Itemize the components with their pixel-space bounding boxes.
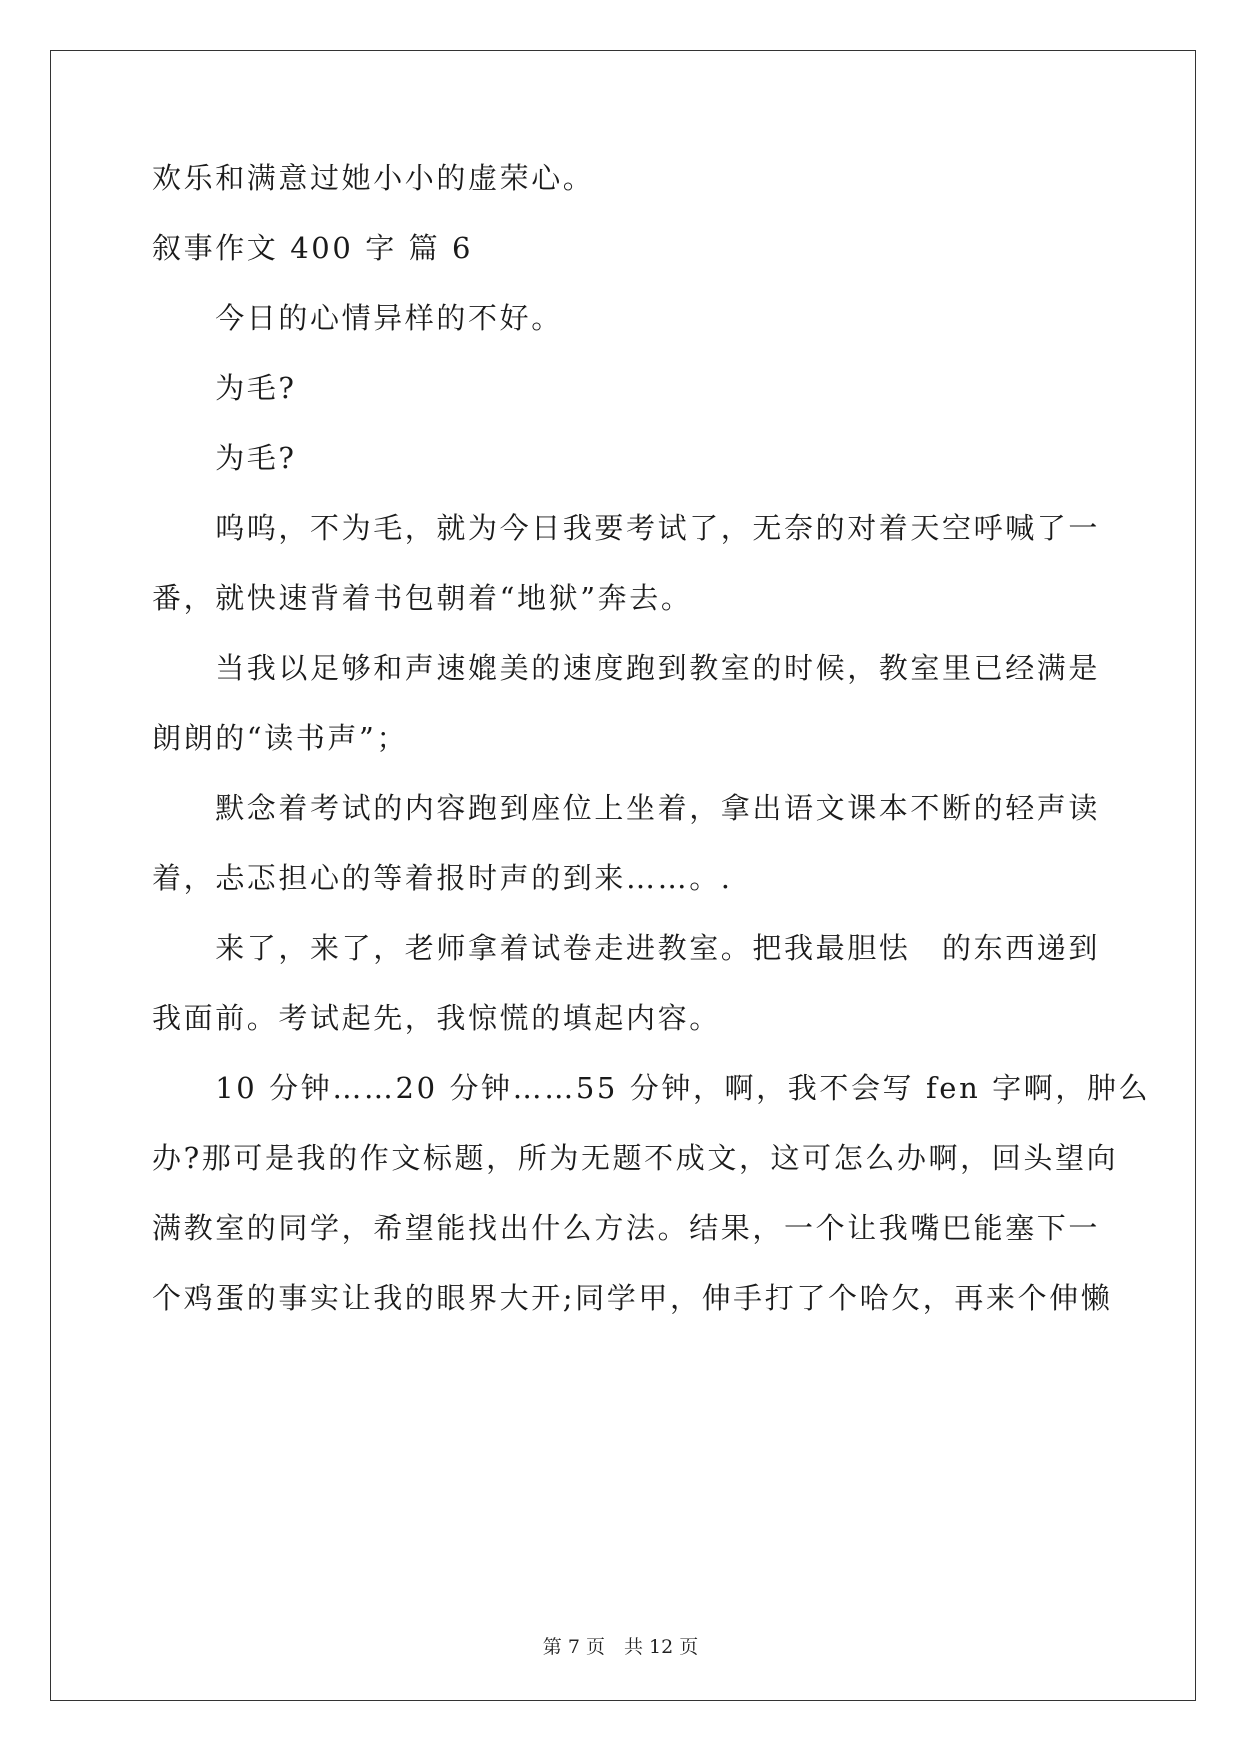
text-line: 今日的心情异样的不好。 [152,301,563,335]
text-line: 番，就快速背着书包朝着“地狱”奔去。 [152,581,693,615]
text-line: 来了，来了，老师拿着试卷走进教室。把我最胆怯 的东西递到 [152,931,1101,965]
text-line: 欢乐和满意过她小小的虚荣心。 [152,161,595,195]
page-number-footer: 第 7 页 共 12 页 [542,1636,699,1658]
text-line: 我面前。考试起先，我惊慌的填起内容。 [152,1001,721,1035]
text-line: 着，忐忑担心的等着报时声的到来……。. [152,861,733,895]
text-line: 默念着考试的内容跑到座位上坐着，拿出语文课本不断的轻声读 [152,791,1101,825]
text-line: 满教室的同学，希望能找出什么方法。结果，一个让我嘴巴能塞下一 [152,1211,1101,1245]
text-line: 朗朗的“读书声”； [152,721,409,755]
text-line: 为毛? [152,371,297,405]
text-line: 个鸡蛋的事实让我的眼界大开;同学甲，伸手打了个哈欠，再来个伸懒 [152,1281,1113,1315]
section-heading: 叙事作文 400 字 篇 6 [152,231,474,265]
text-line: 当我以足够和声速媲美的速度跑到教室的时候，教室里已经满是 [152,651,1101,685]
text-line: 为毛? [152,441,297,475]
text-line: 呜呜，不为毛，就为今日我要考试了，无奈的对着天空呼喊了一 [152,511,1101,545]
text-line: 办?那可是我的作文标题，所为无题不成文，这可怎么办啊，回头望向 [152,1141,1119,1175]
text-line: 10 分钟……20 分钟……55 分钟，啊，我不会写 fen 字啊，肿么 [152,1071,1151,1105]
